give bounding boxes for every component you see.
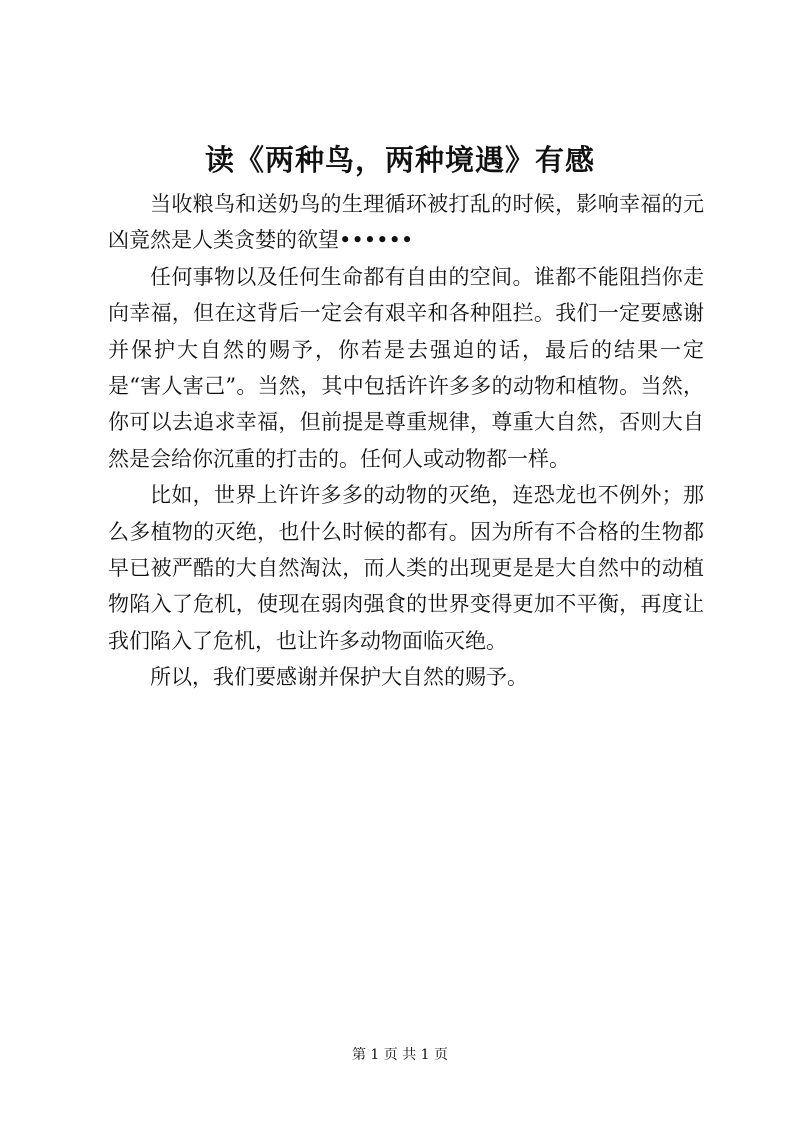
page-title: 读《两种鸟，两种境遇》有感 (204, 143, 595, 177)
paragraph-3: 比如，世界上许许多多的动物的灭绝，连恐龙也不例外；那么多植物的灭绝，也什么时候的都有。因为所有不合格的生物都早已被严酷的大自然淘汰，而人类的出现更是是大自然中的动植物陷入了危机，使现在弱肉强食的世界变得更加不平衡，再度让我们陷入了危机，也让许多动物面临灭绝。 (108, 483, 704, 653)
paragraph-4: 所以，我们要感谢并保护大自然的赐予。 (150, 665, 528, 690)
document-body (108, 186, 704, 696)
paragraph-1: 当收粮鸟和送奶鸟的生理循环被打乱的时候，影响幸福的元凶竟然是人类贪婪的欲望•••••• (108, 192, 704, 253)
paragraph-2: 任何事物以及任何生命都有自由的空间。谁都不能阻挡你走向幸福，但在这背后一定会有艰辛和各种阻拦。我们一定要感谢并保护大自然的赐予，你若是去强迫的话，最后的结果一定是“害人害己”。当然，其中包括许许多多的动物和植物。当然，你可以去追求幸福，但前提是尊重规律，尊重大自然，否则大自然是会给你沉重的打击的。任何人或动物都一样。 (108, 264, 704, 471)
page-number-footer: 第 1 页 共 1 页 (351, 1047, 449, 1063)
